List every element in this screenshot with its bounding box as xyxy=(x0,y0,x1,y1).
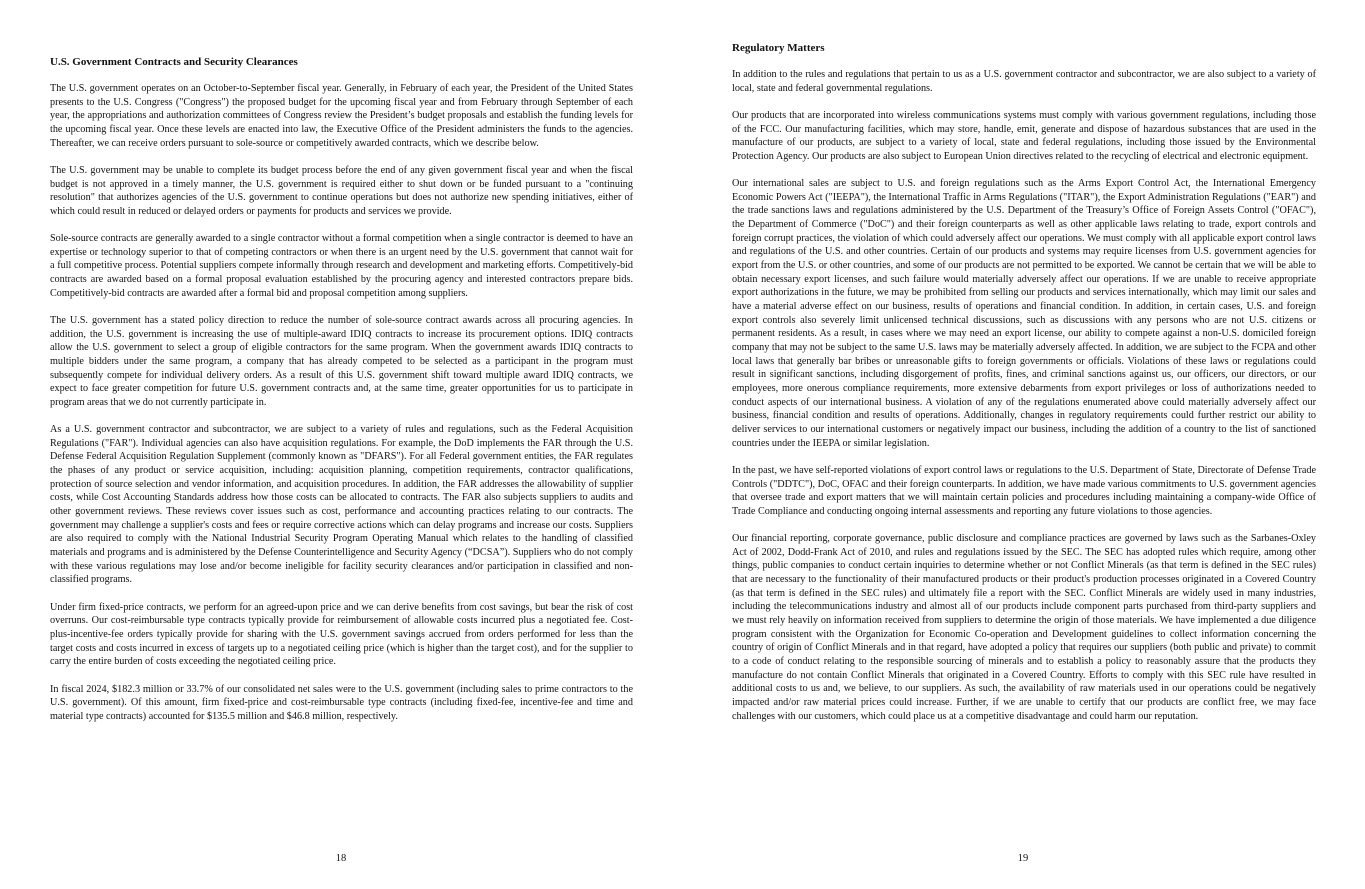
paragraph: In fiscal 2024, $182.3 million or 33.7% of our consolidated net sales were to the U.S. government (including sales to prime contractors to the U.S. government). Of this amount, firm fixed-price and cost-reimbursable type contracts (including fixed-fee, incentive-fee and time and material type contracts) accounted for $135.5 million and $46.8 million, respectively. xyxy=(50,683,633,722)
page-body xyxy=(732,68,1316,737)
paragraph: The U.S. government may be unable to complete its budget process before the end of any given government fiscal year and when the fiscal budget is not approved in a timely manner, the U.S. government is required either to shut down or be funded pursuant to a "continuing resolution" that authorizes agencies of the U.S. government to continue operations but does not authorize new spending initiatives, either of which could result in reduced or delayed orders or payments for products and services we provide. xyxy=(50,164,633,217)
page-body xyxy=(50,82,633,737)
page-18 xyxy=(50,0,633,889)
section-heading: Regulatory Matters xyxy=(732,42,825,54)
paragraph: Our financial reporting, corporate governance, public disclosure and compliance practices are governed by laws such as the Sarbanes-Oxley Act of 2002, Dodd-Frank Act of 2010, and rules and regulations issued by the SEC. The SEC has adopted rules which require, among other things, public companies to conduct certain inquiries to determine whether or not Conflict Minerals (as that term is defined in the SEC rules) that are necessary to the functionality of their manufactured products or their product's production processes originated in a Covered Country (as that term is defined in the SEC rules) and ultimately file a report with the SEC. Conflict Minerals are widely used in many industries, including the telecommunications industry and almost all of our products include component parts purchased from third-party suppliers and we must rely heavily on information received from suppliers to determine the origin of those materials. We have implemented a due diligence program consistent with the Organization for Economic Co-operation and Development guidelines to collect information concerning the country of origin of Conflict Minerals and in that regard, have adopted a policy that requires our suppliers (both public and private) to commit to a code of conduct relating to the responsible sourcing of minerals and to establish a policy to reasonably assure that the products they manufacture do not contain Conflict Minerals that originated in a Covered Country. Efforts to comply with this SEC rule have resulted in additional costs to us and, we believe, to our suppliers. As such, the availability of raw materials used in our operations could be negatively impacted and/or raw material prices could increase. Further, if we are unable to certify that our products are conflict free, we may face challenges with our customers, which could place us at a competitive disadvantage and could harm our reputation. xyxy=(732,533,1316,722)
page-number: 18 xyxy=(335,853,347,864)
paragraph: Our products that are incorporated into wireless communications systems must comply with various government regulations, including those of the FCC. Our manufacturing facilities, which may store, handle, emit, generate and dispose of hazardous substances that are used in the manufacture of our products, are subject to a variety of local, state and federal regulations, including those issued by the Environmental Protection Agency. Our products are also subject to European Union directives related to the recycling of electrical and electronic equipment. xyxy=(732,109,1316,162)
paragraph: Under firm fixed-price contracts, we perform for an agreed-upon price and we can derive benefits from cost savings, but bear the risk of cost overruns. Our cost-reimbursable type contracts typically provide for reimbursement of allowable costs incurred plus a negotiated fee. Cost-plus-incentive-fee orders typically provide for sharing with the U.S. government savings accrued from orders performed for less than the target costs and costs incurred in excess of targets up to a negotiated ceiling price (which is higher than the target cost), and for the supplier to carry the entire burden of costs exceeding the negotiated ceiling price. xyxy=(50,601,633,668)
paragraph: In addition to the rules and regulations that pertain to us as a U.S. government contractor and subcontractor, we are also subject to a variety of local, state and federal governmental regulations. xyxy=(732,69,1316,94)
paragraph: Sole-source contracts are generally awarded to a single contractor without a formal competition when a single contractor is deemed to have an expertise or technology superior to that of competing contractors or when there is an urgent need by the U.S. government that cannot wait for a full competitive process. Potential suppliers compete informally through research and development and marketing efforts. Competitively-bid contracts are awarded based on a formal proposal evaluation established by the procuring agency and interested contractors prepare bids. Competitively-bid contracts are awarded after a formal bid and proposal competition among suppliers. xyxy=(50,233,633,299)
paragraph: Our international sales are subject to U.S. and foreign regulations such as the Arms Export Control Act, the International Emergency Economic Powers Act ("IEEPA"), the International Traffic in Arms Regulations ("ITAR"), the Export Administration Regulations ("EAR") and the trade sanctions laws and regulations administered by the U.S. Department of the Treasury’s Office of Foreign Assets Control ("OFAC"), the Department of Commerce ("DoC") and their foreign counterparts as well as other applicable laws relating to trade, export controls and foreign corrupt practices, the violation of which could adversely affect our operations. We must comply with all applicable export control laws and regulations of the U.S. and other countries. Certain of our products and systems may require licenses from U.S. government agencies for export from the U.S. or other countries, and some of our products are not permitted to be exported. We cannot be certain that we will be able to obtain necessary export licenses, and such failure would materially adversely affect our operations. If we are unable to receive appropriate export authorizations in the future, we may be prohibited from selling our products and services internationally, which may limit our sales and have a material adverse effect on our business, results of operations and financial condition. In addition, in certain cases, U.S. and foreign export controls also severely limit unlicensed technical discussions, such as discussions with any persons who are not U.S. citizens or permanent residents. As a result, in cases where we may need an export license, our ability to compete against a non-U.S. domiciled foreign company that may not be subject to the same U.S. laws may be materially adversely affected. In addition, we are subject to the FCPA and other local laws that generally bar bribes or unreasonable gifts to foreign governments or officials. Violations of these laws or regulations could result in significant sanctions, including disgorgement of profits, fines, and criminal sanctions against us, our officers, our directors, or our employees, more onerous compliance requirements, more extensive debarments from export privileges or loss of authorizations needed to conduct aspects of our international business. A violation of any of the regulations enumerated above could materially adversely affect our business, financial condition and results of operations. Additionally, changes in regulatory requirements could further restrict our ability to deliver services to our international customers or negatively impact our business, including the addition of a country to the list of sanctioned countries under the IEEPA or similar legislation. xyxy=(732,178,1316,449)
paragraph: The U.S. government operates on an October-to-September fiscal year. Generally, in February of each year, the President of the United States presents to the U.S. Congress ("Congress") the proposed budget for the upcoming fiscal year and from February through September of each year, the appropriations and authorization committees of Congress review the President’s budget proposals and establish the funding levels for the upcoming fiscal year. Once these levels are enacted into law, the Executive Office of the President administers the funds to the agencies. Thereafter, we can receive orders pursuant to sole-source or competitively awarded contracts, which we describe below. xyxy=(50,83,633,149)
paragraph: The U.S. government has a stated policy direction to reduce the number of sole-source contract awards across all procuring agencies. In addition, the U.S. government is increasing the use of multiple-award IDIQ contracts to increase its procurement options. IDIQ contracts allow the U.S. government to select a group of eligible contractors for the same program. When the government awards IDIQ contracts to multiple bidders under the same program, a company that has already competed to be selected as a participant in the program must subsequently compete for individual delivery orders. As a result of this U.S. government shift toward multiple award IDIQ contracts, we expect to face greater competition for future U.S. government contracts and, at the same time, greater opportunities for us to participate in program areas that we do not currently participate in. xyxy=(50,314,633,408)
paragraph: In the past, we have self-reported violations of export control laws or regulations to the U.S. Department of State, Directorate of Defense Trade Controls ("DDTC"), DoC, OFAC and their foreign counterparts. In addition, we have made various commitments to U.S. government agencies that oversee trade and export matters that we will maintain certain policies and procedures including maintaining a company-wide Office of Trade Compliance and conducting ongoing internal assessments and reporting any future violations to those agencies. xyxy=(732,464,1316,517)
paragraph: As a U.S. government contractor and subcontractor, we are subject to a variety of rules and regulations, such as the Federal Acquisition Regulations ("FAR"). Individual agencies can also have acquisition regulations. For example, the DoD implements the FAR through the U.S. Defense Federal Acquisition Regulation Supplement (commonly known as "DFARS"). For all Federal government entities, the FAR regulates the phases of any product or service acquisition, including: acquisition planning, competition requirements, contractor qualifications, protection of source selection and vendor information, and acquisition procedures. In addition, the FAR addresses the allowability of supplier costs, while Cost Accounting Standards address how those costs can be allocated to contracts. The FAR also subjects suppliers to audits and other government reviews. These reviews cover issues such as cost, performance and accounting practices relating to our contracts. The government may challenge a supplier's costs and fees or require corrective actions which can delay programs and increase our costs. Suppliers are also required to comply with the National Industrial Security Program Operating Manual which relates to the handling of classified materials and programs and is administered by the Defense Counterintelligence and Security Agency (“DCSA”). Suppliers who do not comply with these various regulations may lose and/or become ineligible for facility security clearances and/or participation in classified and non-classified programs. xyxy=(50,424,633,586)
page-number: 19 xyxy=(1017,853,1029,864)
section-heading: U.S. Government Contracts and Security Clearances xyxy=(50,56,298,68)
page-19 xyxy=(732,0,1316,889)
